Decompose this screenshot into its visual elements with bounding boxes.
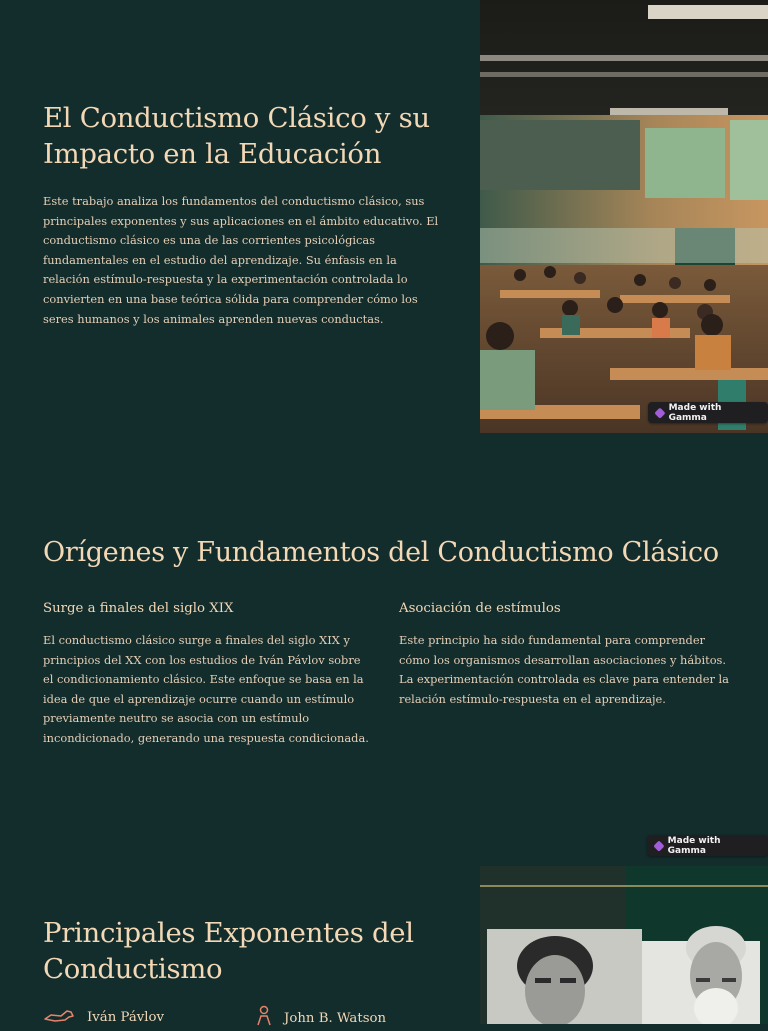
origins-col1-text: El conductismo clásico surge a finales del siglo XIX y principios del XX con los estudios de Iván Pávlov sobre el condicionamiento clásico. Este enfoque se basa en la idea de que el aprendizaje ocurre cuando un estímulo previamente neutro se asocia con un estímulo incondicionado, generando una respuesta condicionada. [43, 633, 369, 745]
gamma-logo-icon [653, 840, 664, 851]
origins-col2-heading: Asociación de estímulos [399, 601, 561, 616]
made-with-gamma-badge-2[interactable] [647, 835, 768, 856]
portraits-image [480, 866, 768, 1024]
badge-label: Made with Gamma [668, 402, 722, 423]
exponents-title: Principales Exponentes del Conductismo [43, 917, 414, 985]
exponent-name: Iván Pávlov [87, 1009, 165, 1025]
intro-paragraph: Este trabajo analiza los fundamentos del conductismo clásico, sus principales exponentes y sus aplicaciones en el ámbito educativo. El conductismo clásico es una de las corrientes psicológicas fundamentales en el estudio del aprendizaje. Su énfasis en la relación estímulo-respuesta y la experimentación controlada lo convierten en una base teórica sólida para comprender cómo los seres humanos y los animales aprenden nuevas conductas. [43, 194, 439, 326]
origins-col1-heading: Surge a finales del siglo XIX [43, 601, 234, 616]
made-with-gamma-badge[interactable] [648, 402, 768, 423]
exponent-pavlov [43, 1005, 164, 1029]
origins-title: Orígenes y Fundamentos del Conductismo Clásico [43, 537, 719, 568]
dog-icon [43, 1005, 75, 1029]
badge-label: Made with Gamma [667, 835, 721, 856]
exponent-name: John B. Watson [284, 1010, 387, 1026]
gamma-logo-icon [654, 407, 665, 418]
exponent-watson [256, 1005, 386, 1031]
origins-col2-text: Este principio ha sido fundamental para comprender cómo los organismos desarrollan asociaciones y hábitos. La experimentación controlada es clave para entender la relación estímulo-respuesta en el aprendizaje. [399, 633, 729, 706]
page-title: El Conductismo Clásico y su Impacto en la Educación [43, 102, 430, 170]
classroom-image [480, 0, 768, 433]
person-icon [256, 1005, 272, 1031]
